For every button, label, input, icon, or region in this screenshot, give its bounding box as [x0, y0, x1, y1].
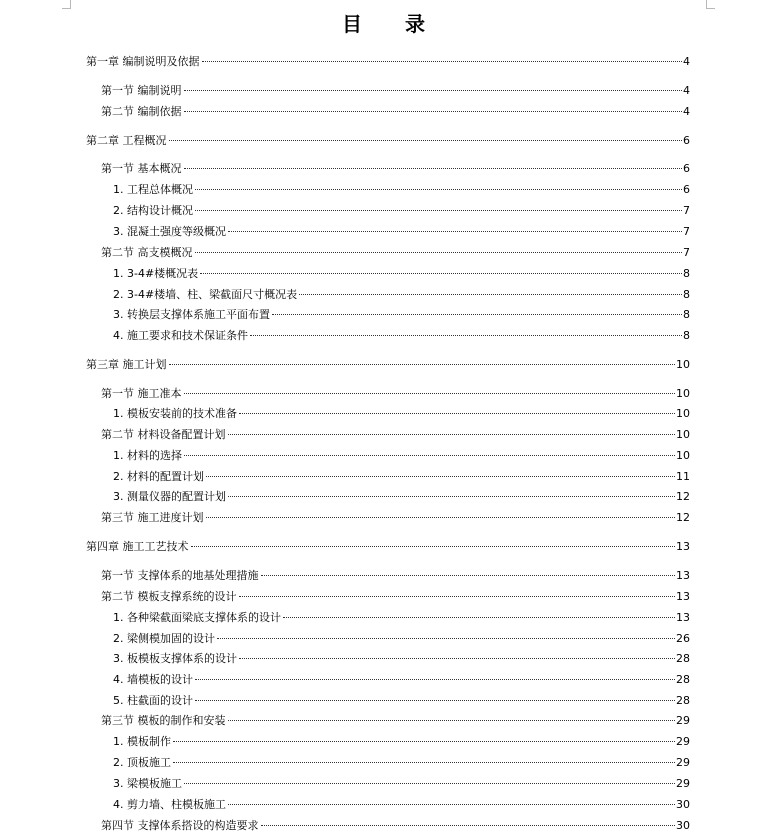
toc-dot-leader — [200, 273, 682, 274]
toc-entry-label: 4. 墙模板的设计 — [113, 673, 193, 686]
toc-entry[interactable] — [113, 776, 690, 792]
toc-entry[interactable] — [101, 818, 690, 834]
toc-dot-leader — [206, 517, 676, 518]
toc-entry-label: 第三节 模板的制作和安装 — [101, 714, 226, 727]
toc-dot-leader — [195, 700, 675, 701]
toc-dot-leader — [261, 575, 676, 576]
toc-dot-leader — [184, 783, 675, 784]
toc-dot-leader — [228, 496, 675, 497]
toc-entry-label: 1. 模板制作 — [113, 735, 171, 748]
toc-entry[interactable] — [113, 734, 690, 750]
toc-entry[interactable] — [113, 224, 690, 240]
toc-dot-leader — [228, 804, 675, 805]
toc-dot-leader — [261, 825, 676, 826]
toc-dot-leader — [250, 335, 682, 336]
toc-entry-label: 1. 各种梁截面梁底支撑体系的设计 — [113, 611, 281, 624]
toc-page-number: 13 — [676, 540, 690, 553]
toc-page-number: 4 — [683, 84, 690, 97]
toc-entry-label: 2. 材料的配置计划 — [113, 470, 204, 483]
toc-entry-label: 第二节 模板支撑系统的设计 — [101, 590, 237, 603]
toc-entry[interactable] — [113, 182, 690, 198]
toc-page-number: 7 — [683, 204, 690, 217]
toc-dot-leader — [191, 546, 676, 547]
toc-entry[interactable] — [86, 54, 690, 70]
toc-entry-label: 2. 结构设计概况 — [113, 204, 193, 217]
toc-dot-leader — [228, 434, 676, 435]
toc-entry-label: 5. 柱截面的设计 — [113, 694, 193, 707]
toc-entry-label: 第一节 支撑体系的地基处理措施 — [101, 569, 259, 582]
toc-page-number: 4 — [683, 55, 690, 68]
toc-page-number: 28 — [676, 652, 690, 665]
toc-dot-leader — [272, 314, 682, 315]
toc-page-number: 10 — [676, 449, 690, 462]
toc-entry-label: 1. 3-4#楼概况表 — [113, 267, 199, 280]
toc-entry[interactable] — [113, 448, 690, 464]
toc-entry[interactable] — [113, 693, 690, 709]
toc-page-number: 13 — [676, 569, 690, 582]
toc-page-number: 10 — [676, 387, 690, 400]
toc-dot-leader — [206, 476, 675, 477]
toc-entry[interactable] — [101, 245, 690, 261]
toc-dot-leader — [217, 638, 675, 639]
toc-page-number: 6 — [683, 162, 690, 175]
toc-dot-leader — [202, 61, 683, 62]
toc-entry[interactable] — [113, 287, 690, 303]
toc-page-number: 8 — [683, 288, 690, 301]
toc-page-number: 29 — [676, 714, 690, 727]
toc-entry-label: 1. 模板安装前的技术准备 — [113, 407, 237, 420]
toc-dot-leader — [299, 294, 682, 295]
toc-page-number: 7 — [683, 225, 690, 238]
toc-entry[interactable] — [101, 104, 690, 120]
toc-page-number: 13 — [676, 611, 690, 624]
toc-entry[interactable] — [86, 133, 690, 149]
toc-entry-label: 第二节 编制依据 — [101, 105, 182, 118]
toc-page-number: 10 — [676, 407, 690, 420]
toc-page-number: 4 — [683, 105, 690, 118]
toc-entry[interactable] — [101, 713, 690, 729]
toc-page-number: 6 — [683, 183, 690, 196]
toc-entry-label: 3. 测量仪器的配置计划 — [113, 490, 226, 503]
toc-entry[interactable] — [101, 386, 690, 402]
toc-page-number: 29 — [676, 756, 690, 769]
toc-entry-label: 3. 梁模板施工 — [113, 777, 182, 790]
toc-dot-leader — [195, 189, 682, 190]
toc-entry[interactable] — [101, 83, 690, 99]
toc-entry-label: 4. 剪力墙、柱模板施工 — [113, 798, 226, 811]
toc-dot-leader — [239, 658, 675, 659]
toc-dot-leader — [228, 231, 682, 232]
toc-dot-leader — [184, 455, 675, 456]
page-title: 目 录 — [342, 12, 443, 36]
toc-entry[interactable] — [113, 203, 690, 219]
toc-page-number: 26 — [676, 632, 690, 645]
toc-entry-label: 第三节 施工进度计划 — [101, 511, 204, 524]
toc-page-number: 28 — [676, 673, 690, 686]
toc-entry-label: 第一节 编制说明 — [101, 84, 182, 97]
toc-entry[interactable] — [113, 755, 690, 771]
toc-entry[interactable] — [113, 651, 690, 667]
toc-entry-label: 第一节 施工准本 — [101, 387, 182, 400]
toc-entry[interactable] — [113, 266, 690, 282]
toc-dot-leader — [184, 111, 683, 112]
toc-dot-leader — [169, 364, 676, 365]
toc-entry-label: 第二章 工程概况 — [86, 134, 167, 147]
toc-page-number: 10 — [676, 428, 690, 441]
toc-entry[interactable] — [113, 406, 690, 422]
toc-entry-label: 2. 3-4#楼墙、柱、梁截面尺寸概况表 — [113, 288, 298, 301]
toc-page-number: 29 — [676, 777, 690, 790]
toc-entry[interactable] — [101, 510, 690, 526]
toc-page-number: 11 — [676, 470, 690, 483]
toc-entry-label: 3. 混凝土强度等级概况 — [113, 225, 226, 238]
toc-entry-label: 4. 施工要求和技术保证条件 — [113, 329, 248, 342]
toc-entry-label: 第二节 高支模概况 — [101, 246, 193, 259]
toc-entry[interactable] — [113, 307, 690, 323]
toc-dot-leader — [239, 596, 676, 597]
toc-entry-label: 第四节 支撑体系搭设的构造要求 — [101, 819, 259, 832]
toc-entry-label: 第四章 施工工艺技术 — [86, 540, 189, 553]
toc-dot-leader — [228, 720, 676, 721]
toc-entry[interactable] — [113, 610, 690, 626]
toc-dot-leader — [169, 140, 683, 141]
toc-dot-leader — [184, 393, 676, 394]
toc-page-number: 10 — [676, 358, 690, 371]
toc-page-number: 12 — [676, 511, 690, 524]
toc-entry[interactable] — [86, 539, 690, 555]
toc-entry-label: 2. 顶板施工 — [113, 756, 171, 769]
toc-entry[interactable] — [101, 568, 690, 584]
toc-page-number: 30 — [676, 819, 690, 832]
toc-page-number: 29 — [676, 735, 690, 748]
toc-entry[interactable] — [113, 631, 690, 647]
toc-entry-label: 3. 板模板支撑体系的设计 — [113, 652, 237, 665]
toc-entry-label: 第一节 基本概况 — [101, 162, 182, 175]
toc-entry[interactable] — [101, 589, 690, 605]
toc-dot-leader — [195, 252, 683, 253]
toc-entry[interactable] — [113, 328, 690, 344]
toc-dot-leader — [173, 741, 675, 742]
toc-entry-label: 第三章 施工计划 — [86, 358, 167, 371]
toc-entry-label: 1. 材料的选择 — [113, 449, 182, 462]
toc-dot-leader — [184, 168, 683, 169]
toc-entry[interactable] — [101, 427, 690, 443]
toc-entry[interactable] — [113, 672, 690, 688]
toc-page-number: 6 — [683, 134, 690, 147]
toc-page-number: 12 — [676, 490, 690, 503]
toc-entry[interactable] — [101, 161, 690, 177]
toc-dot-leader — [283, 617, 675, 618]
toc-entry[interactable] — [86, 357, 690, 373]
toc-dot-leader — [239, 413, 675, 414]
toc-page-number: 30 — [676, 798, 690, 811]
toc-page-number: 8 — [683, 267, 690, 280]
toc-dot-leader — [195, 210, 682, 211]
toc-entry[interactable] — [113, 469, 690, 485]
toc-entry-label: 第二节 材料设备配置计划 — [101, 428, 226, 441]
toc-page-number: 28 — [676, 694, 690, 707]
toc-page-number: 7 — [683, 246, 690, 259]
toc-dot-leader — [195, 679, 675, 680]
toc-entry-label: 3. 转换层支撑体系施工平面布置 — [113, 308, 270, 321]
toc-page-number: 13 — [676, 590, 690, 603]
toc-page-number: 8 — [683, 329, 690, 342]
toc-entry-label: 1. 工程总体概况 — [113, 183, 193, 196]
toc-entry[interactable] — [113, 489, 690, 505]
toc-entry-label: 2. 梁侧模加固的设计 — [113, 632, 215, 645]
toc-dot-leader — [184, 90, 683, 91]
toc-dot-leader — [173, 762, 675, 763]
toc-entry-label: 第一章 编制说明及依据 — [86, 55, 200, 68]
toc-entry[interactable] — [113, 797, 690, 813]
toc-page-number: 8 — [683, 308, 690, 321]
